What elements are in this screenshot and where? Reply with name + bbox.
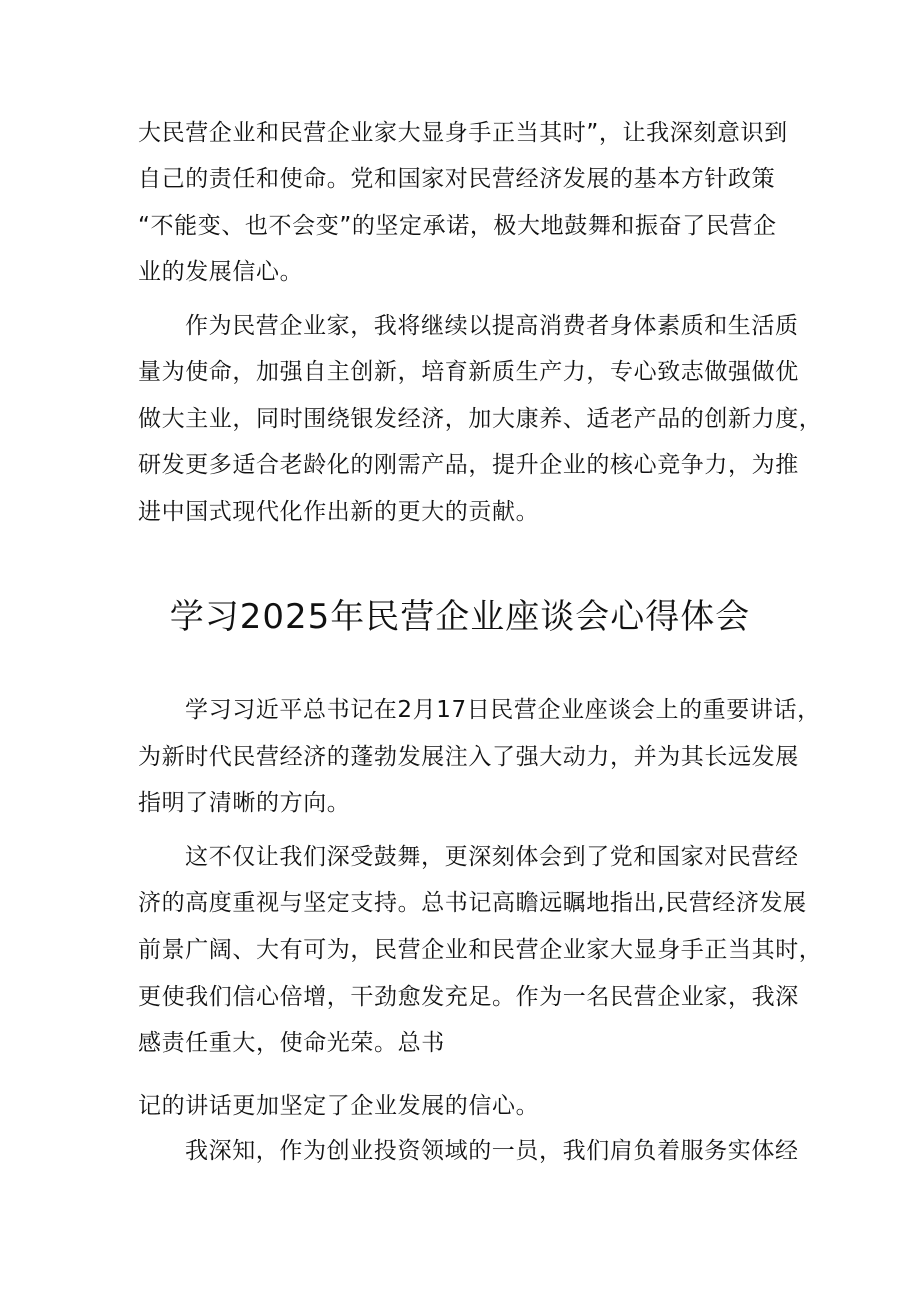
text-line: 我深知，作为创业投资领域的一员，我们肩负着服务实体经 bbox=[185, 1138, 799, 1164]
text-line: 为新时代民营经济的蓬勃发展注入了强大动力，并为其长远发展 bbox=[138, 744, 799, 770]
text-line: 济的高度重视与坚定支持。总书记高瞻远瞩地指出,民营经济发展 bbox=[138, 890, 807, 916]
text-line: 记的讲话更加坚定了企业发展的信心。 bbox=[138, 1093, 540, 1119]
text-line: 作为民营企业家，我将继续以提高消费者身体素质和生活质 bbox=[185, 313, 799, 339]
text-line: 前景广阔、大有可为，民营企业和民营企业家大显身手正当其时， bbox=[138, 937, 823, 963]
text-line: 做大主业，同时围绕银发经济，加大康养、适老产品的创新力度， bbox=[138, 406, 823, 432]
text-line: 这不仅让我们深受鼓舞，更深刻体会到了党和国家对民营经 bbox=[185, 844, 799, 870]
text-line: 感责任重大，使命光荣。总书 bbox=[138, 1030, 445, 1056]
text-line: 大民营企业和民营企业家大显身手正当其时”，让我深刻意识到 bbox=[138, 120, 788, 146]
text-line: 自己的责任和使命。党和国家对民营经济发展的基本方针政策 bbox=[138, 166, 776, 192]
document-title: 学习2025年民营企业座谈会心得体会 bbox=[169, 597, 751, 637]
text-line: 更使我们信心倍增，干劲愈发充足。作为一名民营企业家，我深 bbox=[138, 984, 799, 1010]
text-line: 学习习近平总书记在2月17日民营企业座谈会上的重要讲话， bbox=[185, 697, 821, 723]
text-line: 指明了清晰的方向。 bbox=[138, 790, 351, 816]
text-line: 业的发展信心。 bbox=[138, 259, 304, 285]
text-line: “不能变、也不会变”的坚定承诺，极大地鼓舞和振奋了民营企 bbox=[138, 213, 777, 239]
text-line: 量为使命，加强自主创新，培育新质生产力，专心致志做强做优 bbox=[138, 359, 799, 385]
text-line: 进中国式现代化作出新的更大的贡献。 bbox=[138, 499, 540, 525]
text-line: 研发更多适合老龄化的刚需产品，提升企业的核心竞争力，为推 bbox=[138, 452, 799, 478]
